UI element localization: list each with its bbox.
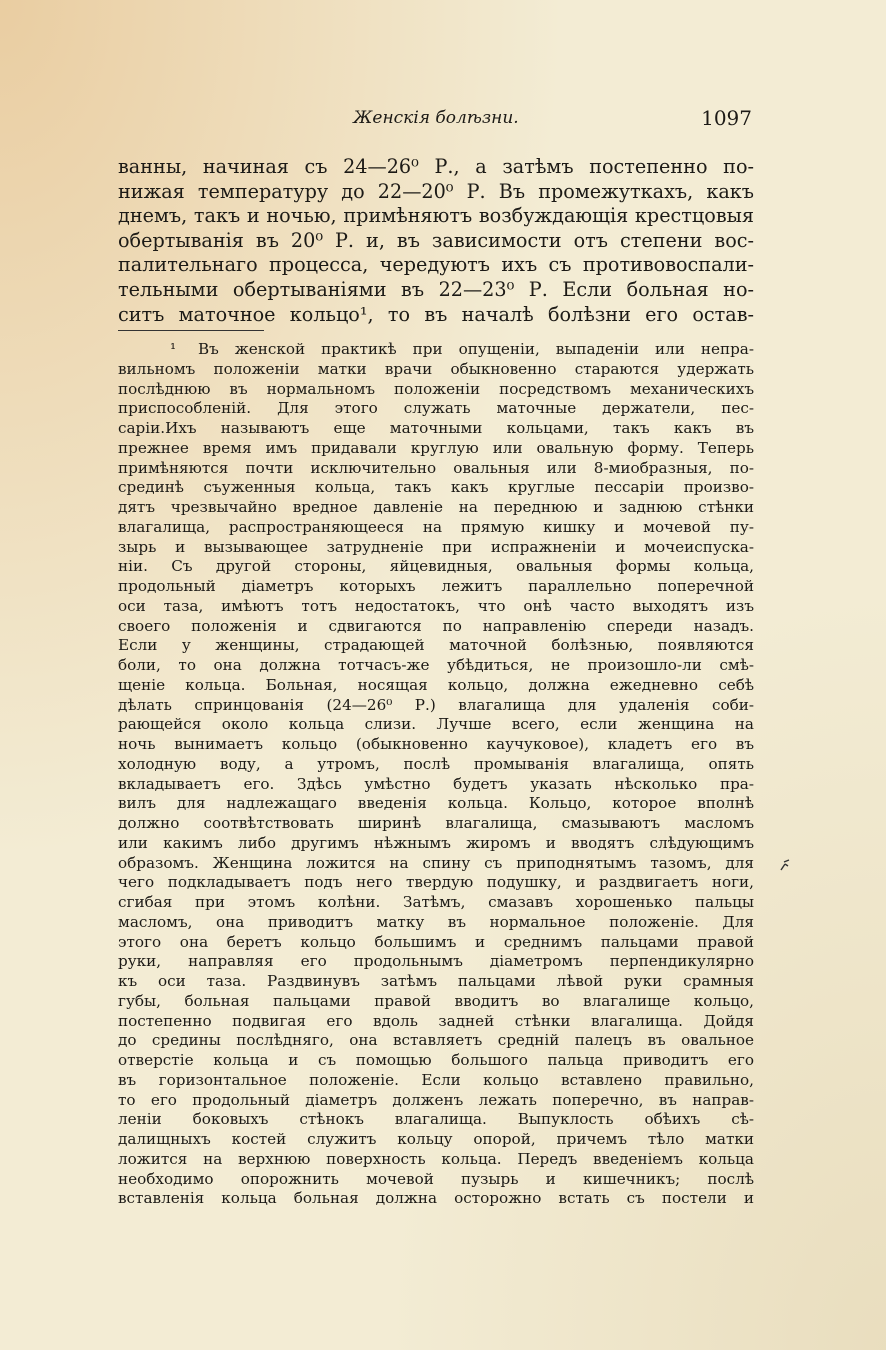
footnote-line: въ горизонтальное положеніе. Если кольцо вставлено правильно, [118,1070,754,1089]
footnote-line: масломъ, она приводитъ матку въ нормальное положеніе. Для [118,912,754,931]
footnote-line: вкладываетъ его. Здѣсь умѣстно будетъ указать нѣсколько пра- [118,774,754,793]
footnote-line: саріи.Ихъ называютъ еще маточными кольцами, такъ какъ въ [118,419,754,437]
main-line: палительнаго процесса, чередуютъ ихъ съ противовоспали- [118,253,754,277]
main-line: ситъ маточное кольцо¹, то въ началѣ болѣзни его остав- [118,302,754,326]
page-header [118,106,754,132]
footnote-line: руки, направляя его продольнымъ діаметромъ перпендикулярно [118,952,754,971]
footnote-line: щеніе кольца. Больная, носящая кольцо, должна ежедневно себѣ [118,675,754,694]
footnote-line: приспособленій. Для этого служать маточные держатели, пес- [118,399,754,418]
footnote-line: Въ женской практикѣ при опущеніи, выпаденіи или непра- [198,340,754,358]
footnote-line: этого она беретъ кольцо большимъ и среднимъ пальцами правой [118,932,754,951]
running-title: Женскія болѣзни. [353,108,519,128]
footnote-line: влагалища, распространяющееся на прямую кишку и мочевой пу- [118,517,754,536]
footnote-line: къ оси таза. Раздвинувъ затѣмъ пальцами лѣвой руки срамныя [118,972,754,990]
footnote-line: дятъ чрезвычайно вредное давленіе на переднюю и заднюю стѣнки [118,498,754,516]
main-line: тельными обертываніями въ 22—23⁰ Р. Если больная но- [118,277,754,301]
footnote-line: боли, то она должна тотчасъ-же убѣдиться, не произошло-ли смѣ- [118,656,754,674]
footnote-line: вставленія кольца больная должна осторожно встать съ постели и [118,1189,754,1208]
footnote-line: до средины послѣдняго, она вставляетъ средній палецъ въ овальное [118,1031,754,1050]
footnote-line: холодную воду, а утромъ, послѣ промыванія влагалища, опять [118,754,754,773]
footnote-line: прежнее время имъ придавали круглую или овальную форму. Теперь [118,438,754,457]
footnote-line: вилъ для надлежащаго введенія кольца. Кольцо, которое вполнѣ [118,794,754,813]
footnote-line: сгибая при этомъ колѣни. Затѣмъ, смазавъ хорошенько пальцы [118,893,754,911]
footnote-line: чего подкладываетъ подъ него твердую подушку, и раздвигаетъ ноги, [118,873,754,892]
footnote-line: далищныхъ костей служитъ кольцу опорой, причемъ тѣло матки [118,1130,754,1148]
footnote-line: ложится на верхнюю поверхность кольца. Передъ введеніемъ кольца [118,1149,754,1168]
margin-ink-mark [779,858,791,876]
footnote [118,340,754,1209]
footnote-line: постепенно подвигая его вдоль задней стѣнки влагалища. Дойдя [118,1011,754,1030]
footnote-line: примѣняются почти исключительно овальныя или 8-миобразныя, по- [118,458,754,477]
main-line: ванны, начиная съ 24—26⁰ Р., а затѣмъ постепенно по- [118,155,754,178]
footnote-line: образомъ. Женщина ложится на спину съ приподнятымъ тазомъ, для [118,853,754,872]
footnote-line: ночь вынимаетъ кольцо (обыкновенно каучуковое), кладетъ его въ [118,735,754,753]
footnote-line: дѣлать спринцованія (24—26⁰ Р.) влагалища для удаленія соби- [118,695,754,714]
page-number: 1097 [701,106,752,130]
footnote-line: своего положенія и сдвигаются по направленію спереди назадъ. [118,616,754,635]
main-text [118,155,754,327]
footnote-line: послѣднюю въ нормальномъ положеніи посредствомъ механическихъ [118,379,754,398]
footnote-line: или какимъ либо другимъ нѣжнымъ жиромъ и вводятъ слѣдующимъ [118,833,754,852]
footnote-separator [118,330,264,331]
footnote-line: губы, больная пальцами правой вводитъ во влагалище кольцо, [118,991,754,1010]
footnote-marker: ¹ [170,340,177,358]
footnote-line: срединѣ съуженныя кольца, такъ какъ круглые пессаріи произво- [118,478,754,497]
main-line: днемъ, такъ и ночью, примѣняютъ возбуждающія крестцовыя [118,204,754,228]
footnote-line: леніи боковыхъ стѣнокъ влагалища. Выпуклость обѣихъ сѣ- [118,1110,754,1129]
footnote-line: продольный діаметръ которыхъ лежитъ параллельно поперечной [118,577,754,595]
footnote-line: рающейся около кольца слизи. Лучше всего, если женщина на [118,715,754,734]
footnote-line: то его продольный діаметръ долженъ лежать поперечно, въ направ- [118,1090,754,1109]
main-line: обертыванія въ 20⁰ Р. и, въ зависимости отъ степени вос- [118,228,754,252]
footnote-line: вильномъ положеніи матки врачи обыкновенно стараются удержать [118,359,754,378]
main-line: нижая температуру до 22—20⁰ Р. Въ промежуткахъ, какъ [118,179,754,203]
footnote-line: оси таза, имѣютъ тотъ недостатокъ, что онѣ часто выходятъ изъ [118,596,754,615]
footnote-line-first [118,340,754,360]
footnote-line: отверстіе кольца и съ помощью большого пальца приводитъ его [118,1051,754,1069]
footnote-line: необходимо опорожнить мочевой пузырь и кишечникъ; послѣ [118,1169,754,1188]
footnote-line: ніи. Съ другой стороны, яйцевидныя, овальныя формы кольца, [118,557,754,576]
footnote-line: зырь и вызывающее затрудненіе при испражненіи и мочеиспуска- [118,537,754,556]
footnote-line: должно соотвѣтствовать ширинѣ влагалища, смазываютъ масломъ [118,814,754,832]
footnote-line: Если у женщины, страдающей маточной болѣзнью, появляются [118,636,754,655]
